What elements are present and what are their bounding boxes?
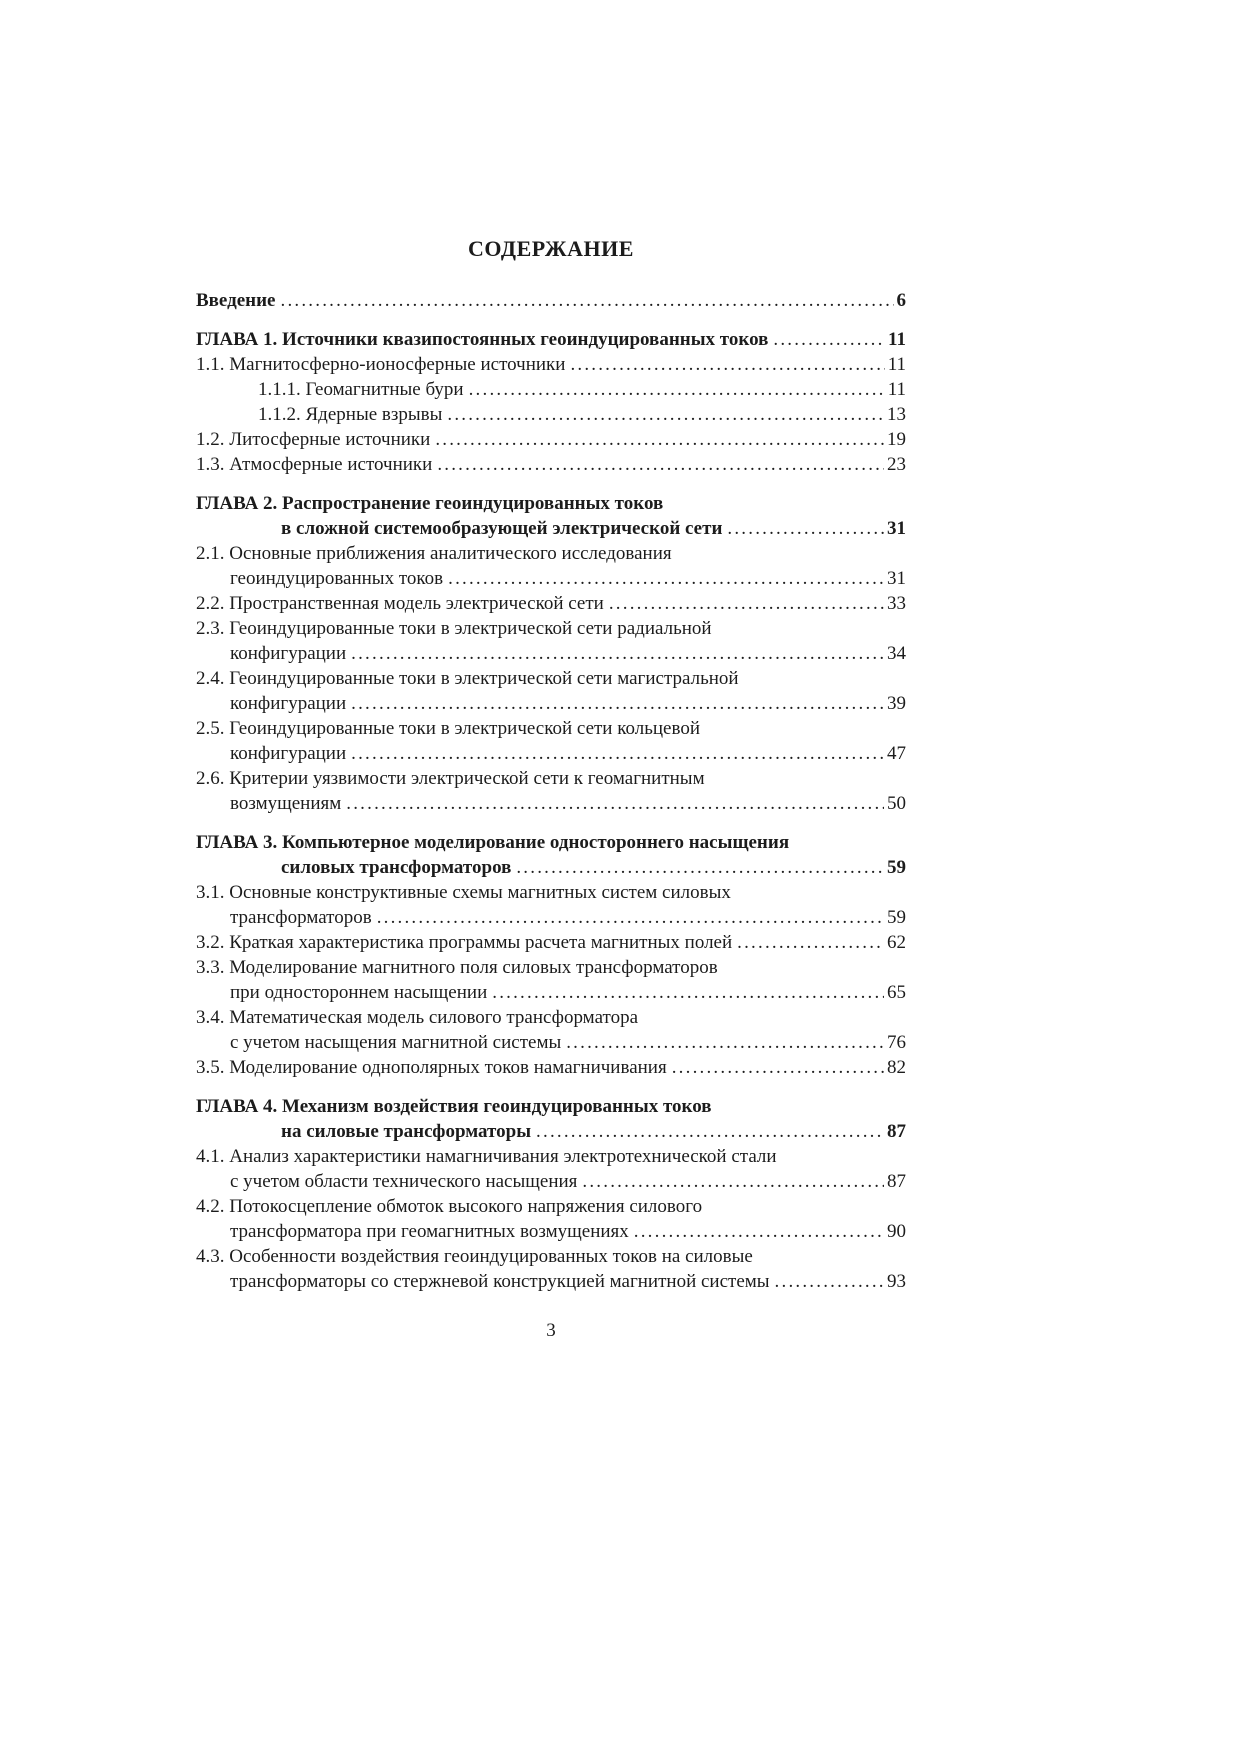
toc-entry-page-number: 11 — [888, 329, 906, 350]
toc-entry — [196, 1269, 906, 1294]
toc-entry — [196, 1055, 906, 1080]
toc-entry-page-number: 33 — [887, 593, 906, 614]
toc-entry-text: в сложной системообразующей электрической сети — [281, 518, 723, 539]
toc-entry-text: 1.1.2. Ядерные взрывы — [258, 404, 443, 425]
toc-entry-text: конфигурации — [230, 743, 347, 764]
toc-entry-page-number: 11 — [887, 354, 906, 375]
toc-entry-page-number: 90 — [887, 1221, 906, 1242]
dot-leader — [435, 427, 884, 452]
toc-entry-text: трансформатора при геомагнитных возмущениях — [230, 1221, 629, 1242]
toc-entry-page-number: 76 — [887, 1032, 906, 1053]
toc-entry-page-number: 93 — [887, 1271, 906, 1292]
dot-leader — [492, 980, 884, 1005]
toc-entry-page-number: 39 — [887, 693, 906, 714]
toc-entry-text: 2.4. Геоиндуцированные токи в электрической сети магистральной — [196, 668, 739, 689]
dot-leader — [773, 327, 885, 352]
toc-entry — [196, 791, 906, 816]
toc-entry-text: ГЛАВА 2. Распространение геоиндуцированных токов — [196, 493, 664, 514]
dot-leader — [281, 288, 894, 313]
toc-entry — [196, 1144, 906, 1169]
toc-entry-page-number: 62 — [887, 932, 906, 953]
toc-entry — [196, 402, 906, 427]
toc-entry-page-number: 87 — [887, 1171, 906, 1192]
toc-page-content — [196, 236, 906, 1342]
dot-leader — [570, 352, 884, 377]
toc-entry — [196, 452, 906, 477]
toc-entry — [196, 880, 906, 905]
toc-entry-page-number: 11 — [887, 379, 906, 400]
dot-leader — [346, 791, 884, 816]
toc-entry — [196, 1194, 906, 1219]
toc-entry-text: Введение — [196, 290, 276, 311]
toc-entry-page-number: 65 — [887, 982, 906, 1003]
toc-entry — [196, 352, 906, 377]
dot-leader — [775, 1269, 884, 1294]
toc-entry-text: силовых трансформаторов — [281, 857, 512, 878]
dot-leader — [469, 377, 885, 402]
toc-entry — [196, 855, 906, 880]
toc-entry — [196, 591, 906, 616]
toc-entry-page-number: 87 — [887, 1121, 906, 1142]
toc-entry-text: ГЛАВА 4. Механизм воздействия геоиндуцированных токов — [196, 1096, 712, 1117]
toc-entry — [196, 327, 906, 352]
dot-leader — [727, 516, 884, 541]
toc-entry — [196, 830, 906, 855]
dot-leader — [634, 1219, 884, 1244]
toc-entry-text: 2.2. Пространственная модель электрической сети — [196, 593, 604, 614]
toc-entry — [196, 691, 906, 716]
toc-entry-text: 2.1. Основные приближения аналитического исследования — [196, 543, 672, 564]
toc-entry-text: 3.3. Моделирование магнитного поля силовых трансформаторов — [196, 957, 718, 978]
toc-entry-text: 3.5. Моделирование однополярных токов намагничивания — [196, 1057, 667, 1078]
toc-entry — [196, 1119, 906, 1144]
toc-entry-text: 2.6. Критерии уязвимости электрической сети к геомагнитным — [196, 768, 705, 789]
toc-entry-page-number: 19 — [887, 429, 906, 450]
toc-entry-page-number: 47 — [887, 743, 906, 764]
toc-entry-text: 4.3. Особенности воздействия геоиндуцированных токов на силовые — [196, 1246, 753, 1267]
toc-entry-text: 2.3. Геоиндуцированные токи в электрической сети радиальной — [196, 618, 712, 639]
toc-entries — [196, 288, 906, 1294]
toc-entry-text: 4.1. Анализ характеристики намагничивания электротехнической стали — [196, 1146, 777, 1167]
dot-leader — [582, 1169, 884, 1194]
dot-leader — [566, 1030, 884, 1055]
toc-entry-text: 3.2. Краткая характеристика программы расчета магнитных полей — [196, 932, 733, 953]
toc-entry-text: 1.3. Атмосферные источники — [196, 454, 433, 475]
toc-entry — [196, 930, 906, 955]
dot-leader — [351, 741, 884, 766]
toc-entry-page-number: 82 — [887, 1057, 906, 1078]
toc-entry-text: конфигурации — [230, 693, 347, 714]
dot-leader — [737, 930, 884, 955]
toc-entry — [196, 1244, 906, 1269]
toc-entry — [196, 955, 906, 980]
toc-entry-text: конфигурации — [230, 643, 347, 664]
footer-page-number: 3 — [546, 1320, 556, 1341]
toc-entry — [196, 1219, 906, 1244]
toc-entry-text: ГЛАВА 1. Источники квазипостоянных геоиндуцированных токов — [196, 329, 769, 350]
dot-leader — [672, 1055, 884, 1080]
toc-entry-page-number: 50 — [887, 793, 906, 814]
toc-entry — [196, 491, 906, 516]
dot-leader — [377, 905, 884, 930]
toc-entry-page-number: 6 — [896, 290, 906, 311]
dot-leader — [447, 402, 884, 427]
toc-entry-text: трансформаторы со стержневой конструкцией магнитной системы — [230, 1271, 770, 1292]
toc-entry — [196, 1094, 906, 1119]
toc-entry — [196, 641, 906, 666]
toc-entry-page-number: 31 — [887, 518, 906, 539]
toc-entry-text: на силовые трансформаторы — [281, 1121, 532, 1142]
dot-leader — [351, 691, 884, 716]
dot-leader — [351, 641, 884, 666]
toc-entry — [196, 980, 906, 1005]
toc-entry-text: 1.1.1. Геомагнитные бури — [258, 379, 464, 400]
toc-entry-text: трансформаторов — [230, 907, 372, 928]
toc-entry — [196, 288, 906, 313]
toc-entry-text: ГЛАВА 3. Компьютерное моделирование одностороннего насыщения — [196, 832, 790, 853]
dot-leader — [448, 566, 884, 591]
toc-entry-text: геоиндуцированных токов — [230, 568, 444, 589]
toc-entry — [196, 516, 906, 541]
dot-leader — [536, 1119, 884, 1144]
toc-entry-text: 2.5. Геоиндуцированные токи в электрической сети кольцевой — [196, 718, 701, 739]
toc-entry — [196, 377, 906, 402]
toc-entry-page-number: 59 — [887, 907, 906, 928]
toc-entry-text: 1.2. Литосферные источники — [196, 429, 431, 450]
dot-leader — [609, 591, 884, 616]
toc-entry-page-number: 31 — [887, 568, 906, 589]
toc-entry-text: 1.1. Магнитосферно-ионосферные источники — [196, 354, 566, 375]
toc-entry — [196, 1005, 906, 1030]
dot-leader — [437, 452, 884, 477]
toc-entry — [196, 741, 906, 766]
toc-entry-text: при одностороннем насыщении — [230, 982, 488, 1003]
toc-entry-page-number: 23 — [887, 454, 906, 475]
toc-entry — [196, 566, 906, 591]
toc-entry-text: с учетом области технического насыщения — [230, 1171, 578, 1192]
toc-entry — [196, 716, 906, 741]
toc-entry-text: возмущениям — [230, 793, 342, 814]
toc-entry — [196, 666, 906, 691]
toc-entry-page-number: 34 — [887, 643, 906, 664]
toc-entry — [196, 1030, 906, 1055]
toc-entry-page-number: 59 — [887, 857, 906, 878]
toc-entry-text: с учетом насыщения магнитной системы — [230, 1032, 562, 1053]
toc-entry-text: 4.2. Потокосцепление обмоток высокого напряжения силового — [196, 1196, 703, 1217]
toc-entry — [196, 1169, 906, 1194]
toc-entry — [196, 427, 906, 452]
toc-entry — [196, 766, 906, 791]
toc-entry — [196, 905, 906, 930]
toc-entry-text: 3.1. Основные конструктивные схемы магнитных систем силовых — [196, 882, 731, 903]
dot-leader — [516, 855, 884, 880]
page-title: СОДЕРЖАНИЕ — [468, 236, 634, 261]
toc-entry — [196, 616, 906, 641]
toc-entry — [196, 541, 906, 566]
toc-entry-page-number: 13 — [887, 404, 906, 425]
toc-entry-text: 3.4. Математическая модель силового трансформатора — [196, 1007, 639, 1028]
